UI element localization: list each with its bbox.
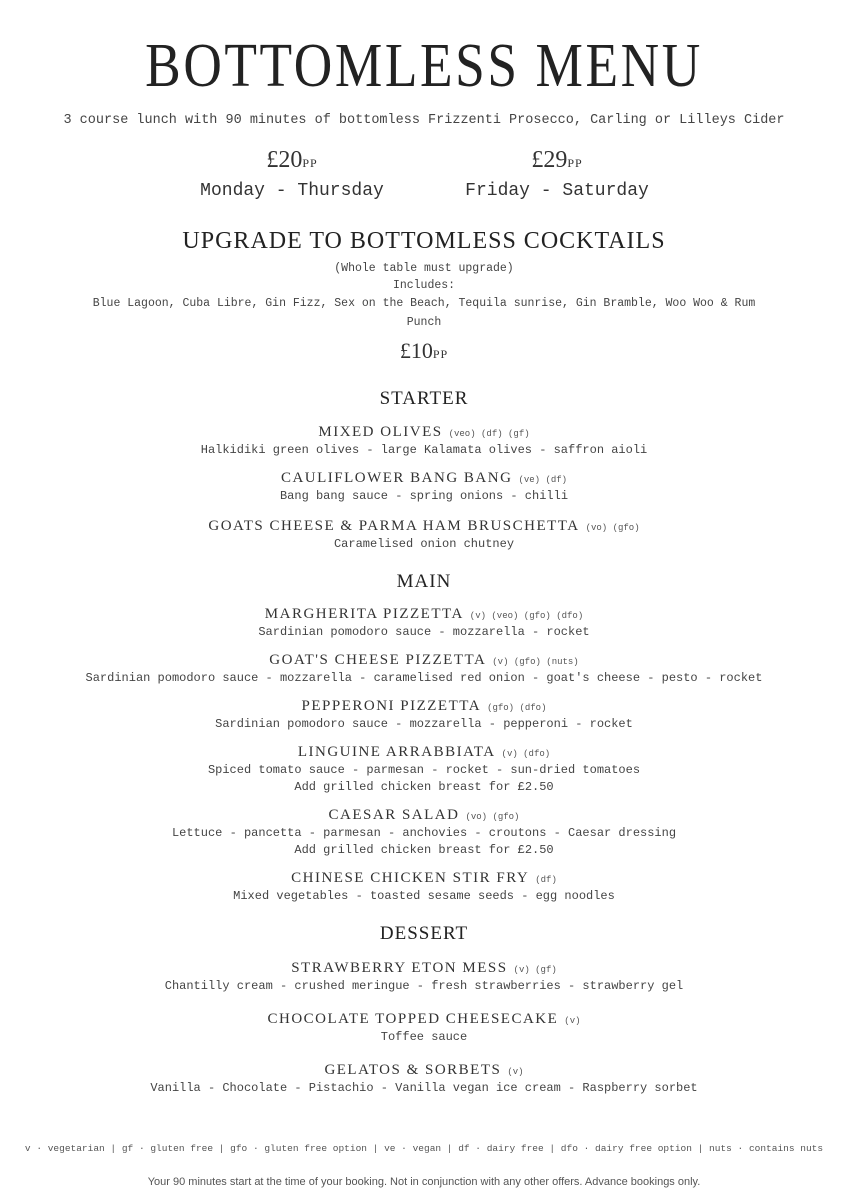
item-description: Mixed vegetables - toasted sesame seeds - egg noodles [233, 889, 615, 903]
item-name: CAESAR SALAD [328, 807, 460, 823]
item-dietary-tags: (v) (gfo) (nuts) [492, 657, 579, 667]
item-name: MIXED OLIVES [318, 424, 443, 440]
menu-title: BOTTOMLESS MENU [145, 32, 703, 100]
item-dietary-tags: (v) (veo) (gfo) (dfo) [469, 611, 584, 621]
price-weekend-days: Friday - Saturday [465, 181, 649, 201]
item-name: PEPPERONI PIZZETTA [301, 698, 482, 714]
item-name: GELATOS & SORBETS [324, 1062, 502, 1078]
item-description: Toffee sauce [380, 1030, 468, 1044]
price-weekday-amount [162, 146, 422, 177]
item-dietary-tags: (gfo) (dfo) [487, 703, 547, 713]
price-weekday [162, 146, 422, 201]
menu-item [0, 869, 848, 904]
item-dietary-tags: (veo) (df) (gf) [448, 429, 530, 439]
item-description: Caramelised onion chutney [333, 537, 515, 551]
price-weekend-amount [427, 146, 687, 177]
menu-subtitle: 3 course lunch with 90 minutes of bottomless Frizzenti Prosecco, Carling or Lilleys Cider [63, 113, 785, 128]
item-description: Halkidiki green olives - large Kalamata olives - saffron aioli [200, 443, 648, 457]
upgrade-price-unit: PP [432, 347, 449, 361]
item-name: GOATS CHEESE & PARMA HAM BRUSCHETTA [208, 518, 580, 534]
menu-item [0, 469, 848, 504]
footer-note: Your 90 minutes start at the time of your booking. Not in conjunction with any other offers. Advance bookings only. [147, 1176, 701, 1188]
item-name: LINGUINE ARRABBIATA [297, 744, 496, 760]
upgrade-cocktail-list: Blue Lagoon, Cuba Libre, Gin Fizz, Sex on the Beach, Tequila sunrise, Gin Bramble, Woo Woo & Rum Punch [92, 297, 756, 329]
menu-item [0, 697, 848, 732]
price-weekend [427, 146, 687, 201]
item-addon: Add grilled chicken breast for £2.50 [294, 843, 554, 857]
upgrade-includes-label: Includes: [392, 279, 456, 292]
item-description: Spiced tomato sauce - parmesan - rocket - sun-dried tomatoes [207, 763, 641, 777]
upgrade-price-value: £10 [399, 338, 433, 363]
section-title-main: MAIN [396, 571, 452, 592]
menu-item [0, 959, 848, 994]
menu-item [0, 517, 848, 552]
item-description: Sardinian pomodoro sauce - mozzarella - rocket [258, 625, 590, 639]
upgrade-price [0, 338, 848, 364]
item-name: GOAT'S CHEESE PIZZETTA [269, 652, 487, 668]
price-weekday-days: Monday - Thursday [200, 181, 384, 201]
item-name: STRAWBERRY ETON MESS [291, 960, 508, 976]
price-weekday-unit: PP [302, 156, 318, 170]
item-addon: Add grilled chicken breast for £2.50 [294, 780, 554, 794]
menu-item [0, 806, 848, 858]
item-description: Chantilly cream - crushed meringue - fresh strawberries - strawberry gel [164, 979, 684, 993]
section-title-starter: STARTER [379, 388, 469, 409]
item-dietary-tags: (vo) (gfo) [585, 523, 640, 533]
upgrade-title: UPGRADE TO BOTTOMLESS COCKTAILS [182, 228, 666, 254]
item-dietary-tags: (ve) (df) [518, 475, 568, 485]
item-dietary-tags: (df) [535, 875, 557, 885]
dietary-legend: v · vegetarian | gf · gluten free | gfo · gluten free option | ve · vegan | df · dairy free | dfo · dairy free option | nuts · contains nuts [24, 1143, 824, 1154]
upgrade-note: (Whole table must upgrade) [334, 262, 514, 275]
section-title-dessert: DESSERT [379, 923, 469, 944]
item-name: CHINESE CHICKEN STIR FRY [291, 870, 530, 886]
item-dietary-tags: (v) (dfo) [501, 749, 551, 759]
item-description: Vanilla - Chocolate - Pistachio - Vanilla vegan ice cream - Raspberry sorbet [150, 1081, 698, 1095]
menu-item [0, 423, 848, 458]
item-name: MARGHERITA PIZZETTA [264, 606, 464, 622]
price-weekend-unit: PP [567, 156, 583, 170]
menu-item [0, 651, 848, 686]
item-name: CAULIFLOWER BANG BANG [280, 470, 513, 486]
price-weekday-value: £20 [266, 147, 303, 173]
item-dietary-tags: (vo) (gfo) [465, 812, 520, 822]
item-name: CHOCOLATE TOPPED CHEESECAKE [267, 1011, 559, 1027]
item-description: Lettuce - pancetta - parmesan - anchovies - croutons - Caesar dressing [171, 826, 677, 840]
item-description: Bang bang sauce - spring onions - chilli [279, 489, 569, 503]
item-dietary-tags: (v) (gf) [513, 965, 557, 975]
menu-item [0, 605, 848, 640]
menu-item [0, 743, 848, 795]
menu-item [0, 1010, 848, 1045]
item-dietary-tags: (v) [564, 1016, 581, 1026]
item-description: Sardinian pomodoro sauce - mozzarella - caramelised red onion - goat's cheese - pesto - rocket [85, 671, 763, 685]
menu-item [0, 1061, 848, 1096]
price-weekend-value: £29 [531, 147, 568, 173]
item-dietary-tags: (v) [507, 1067, 524, 1077]
item-description: Sardinian pomodoro sauce - mozzarella - pepperoni - rocket [215, 717, 633, 731]
